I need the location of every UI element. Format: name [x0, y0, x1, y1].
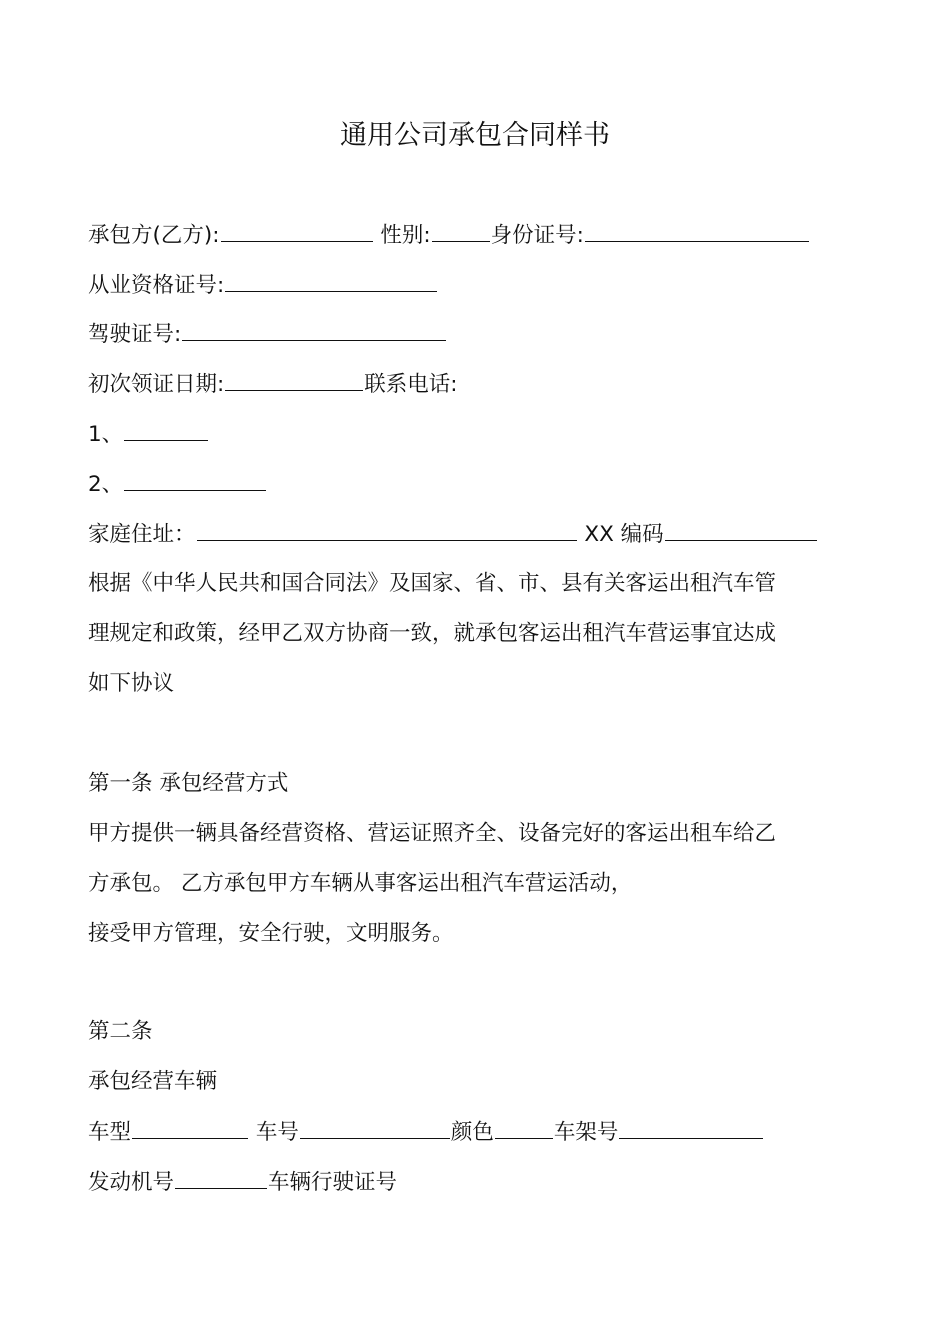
vehicle-type-blank[interactable] [132, 1116, 248, 1139]
vehicle-line [88, 1116, 764, 1149]
registration-label: 车辆行驶证号 [268, 1170, 398, 1195]
license-blank[interactable] [182, 318, 446, 341]
address-label: 家庭住址： [88, 522, 196, 547]
vehicle-type-label: 车型 [88, 1120, 132, 1145]
gender-blank[interactable] [432, 219, 490, 242]
phone-item-1-blank[interactable] [124, 418, 208, 441]
plate-label: 车号 [255, 1120, 299, 1145]
phone-item-1-label: 1、 [88, 422, 124, 447]
preamble-line-2: 理规定和政策，经甲乙双方协商一致，就承包客运出租汽车营运事宜达成 [88, 621, 777, 646]
id-blank[interactable] [585, 219, 809, 242]
phone-label: 联系电话: [364, 372, 458, 397]
document-title: 通用公司承包合同样书 [340, 120, 610, 151]
article-1-line-1: 甲方提供一辆具备经营资格、营运证照齐全、设备完好的客运出租车给乙 [88, 821, 777, 846]
license-line [88, 318, 447, 351]
address-blank[interactable] [197, 518, 577, 541]
postcode-label: XX 编码 [584, 522, 664, 547]
first-issue-blank[interactable] [225, 368, 363, 391]
address-line [88, 518, 818, 551]
gender-label: 性别: [380, 223, 431, 248]
frame-blank[interactable] [619, 1116, 763, 1139]
engine-blank[interactable] [175, 1166, 267, 1189]
article-1-line-3: 接受甲方管理，安全行驶，文明服务。 [88, 921, 454, 946]
article-1-line-2: 方承包。 乙方承包甲方车辆从事客运出租汽车营运活动， [88, 871, 633, 896]
plate-blank[interactable] [300, 1116, 450, 1139]
color-blank[interactable] [495, 1116, 553, 1139]
first-issue-line [88, 368, 458, 401]
first-issue-label: 初次领证日期: [88, 372, 225, 397]
qualification-label: 从业资格证号: [88, 273, 225, 298]
engine-line [88, 1166, 397, 1199]
phone-item-2-label: 2、 [88, 472, 124, 497]
article-2-heading: 第二条 [88, 1019, 153, 1044]
license-label: 驾驶证号: [88, 322, 182, 347]
qualification-line [88, 269, 438, 302]
contractor-label: 承包方(乙方): [88, 223, 220, 248]
article-2-subheading: 承包经营车辆 [88, 1069, 218, 1094]
qualification-blank[interactable] [225, 269, 437, 292]
preamble-line-3: 如下协议 [88, 671, 175, 696]
article-1-heading: 第一条 承包经营方式 [88, 771, 289, 796]
preamble-line-1: 根据《中华人民共和国合同法》及国家、省、市、县有关客运出租汽车管 [88, 571, 777, 596]
phone-item-1-line [88, 418, 209, 451]
contractor-blank[interactable] [221, 219, 373, 242]
postcode-blank[interactable] [665, 518, 817, 541]
contractor-line [88, 219, 810, 252]
phone-item-2-blank[interactable] [124, 468, 266, 491]
engine-label: 发动机号 [88, 1170, 175, 1195]
color-label: 颜色 [450, 1120, 494, 1145]
phone-item-2-line [88, 468, 267, 501]
frame-label: 车架号 [553, 1120, 619, 1145]
id-label: 身份证号: [490, 223, 584, 248]
